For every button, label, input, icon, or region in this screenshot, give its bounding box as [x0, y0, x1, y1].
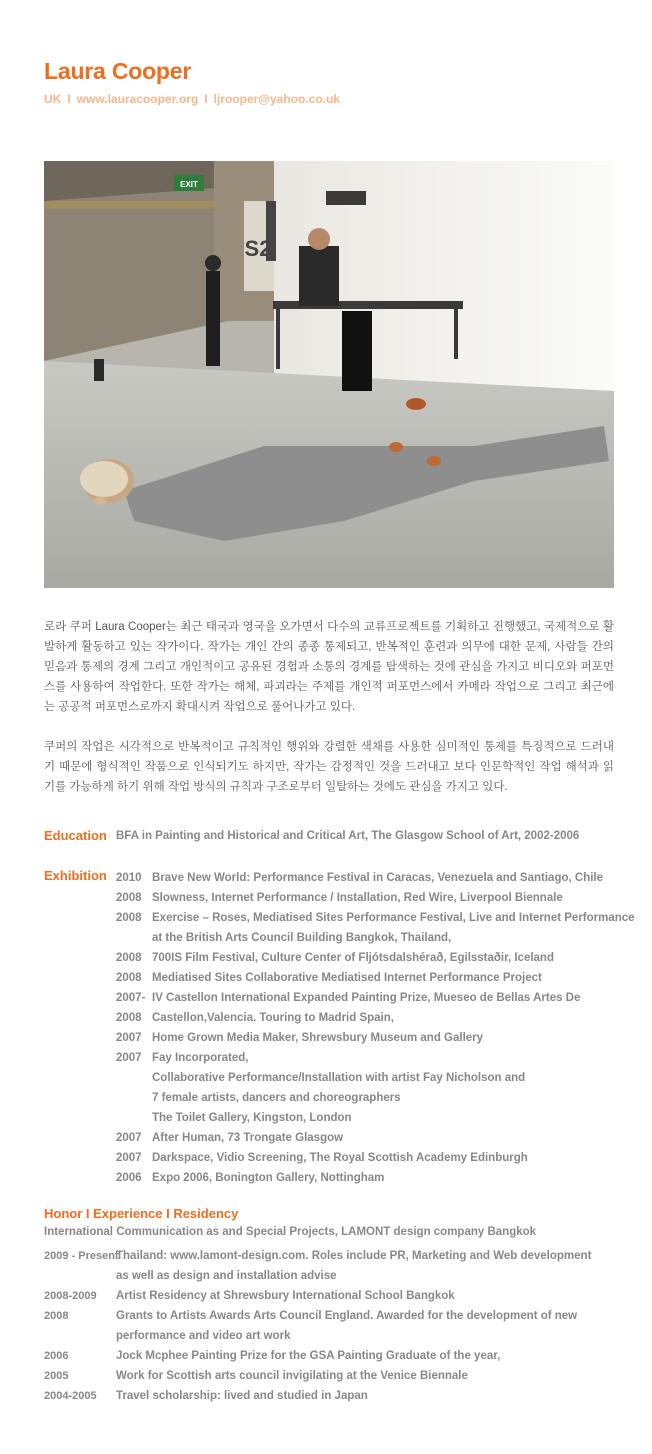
honor-list [44, 1246, 624, 1406]
item-text: at the British Arts Council Building Bangkok, Thailand, [152, 932, 452, 944]
list-item [116, 908, 635, 928]
list-item [116, 1128, 626, 1148]
list-item [116, 988, 626, 1008]
item-text: performance and video art work [116, 1330, 291, 1342]
artist-meta [44, 92, 340, 106]
list-item [116, 868, 626, 888]
item-text: as well as design and installation advise [116, 1270, 337, 1282]
item-year: 2007 [116, 1152, 142, 1164]
list-item [44, 1286, 624, 1306]
item-text: Darkspace, Vidio Screening, The Royal Scottish Academy Edinburgh [152, 1152, 528, 1164]
item-year: 2007 [116, 1032, 142, 1044]
item-text: After Human, 73 Trongate Glasgow [152, 1132, 344, 1144]
item-text: Fay Incorporated, [152, 1052, 249, 1064]
list-item [44, 1326, 624, 1346]
item-year: 2008 [116, 952, 142, 964]
item-year: 2006 [44, 1350, 69, 1362]
separator: I [204, 92, 208, 106]
separator: I [67, 92, 71, 106]
item-text: Travel scholarship: lived and studied in Japan [116, 1390, 368, 1402]
item-text: Grants to Artists Awards Arts Council England. Awarded for the development of new [116, 1310, 578, 1322]
item-year [116, 1088, 152, 1108]
item-text: Collaborative Performance/Installation with artist Fay Nicholson and [152, 1072, 526, 1084]
item-year: 2007 [116, 1132, 142, 1144]
website-link[interactable]: www.lauracooper.org [76, 92, 199, 106]
item-year: 2007 [116, 1052, 142, 1064]
list-item [44, 1266, 624, 1286]
item-year [116, 928, 152, 948]
item-text: Jock Mcphee Painting Prize for the GSA Painting Graduate of the year, [116, 1350, 501, 1362]
item-text: IV Castellon International Expanded Painting Prize, Mueseo de Bellas Artes De [152, 992, 581, 1004]
performance-photo [44, 161, 614, 588]
item-text: Home Grown Media Maker, Shrewsbury Museum and Gallery [152, 1032, 484, 1044]
list-item [116, 888, 626, 908]
item-text: Artist Residency at Shrewsbury International School Bangkok [116, 1290, 455, 1302]
list-item [44, 1386, 624, 1406]
item-text: Thailand: www.lamont-design.com. Roles include PR, Marketing and Web development [116, 1250, 592, 1262]
performance-photo-illustration [44, 161, 614, 588]
list-item [116, 968, 626, 988]
item-text: Work for Scottish arts council invigilating at the Venice Biennale [116, 1370, 468, 1382]
item-year: 2004-2005 [44, 1390, 97, 1402]
item-text: Expo 2006, Bonington Gallery, Nottingham [152, 1172, 385, 1184]
item-year: 2008 [116, 972, 142, 984]
list-item [116, 1168, 626, 1188]
item-text: Slowness, Internet Performance / Installation, Red Wire, Liverpool Biennale [152, 892, 563, 904]
list-item [44, 1246, 624, 1266]
item-year: 2008 [44, 1310, 69, 1322]
item-year: 2010 [116, 872, 142, 884]
item-text: Mediatised Sites Collaborative Mediatised Internet Performance Project [152, 972, 542, 984]
list-item [44, 1346, 624, 1366]
list-item [116, 1148, 626, 1168]
list-item [116, 1108, 626, 1128]
list-item [44, 1306, 624, 1326]
item-year: 2005 [44, 1370, 69, 1382]
honor-heading: Honor I Experience I Residency [44, 1206, 239, 1221]
artist-name: Laura Cooper [44, 58, 192, 84]
item-text: Exercise – Roses, Mediatised Sites Performance Festival, Live and Internet Performance [152, 912, 635, 924]
country: UK [44, 92, 62, 106]
item-year: 2008 [116, 892, 142, 904]
list-item [116, 1048, 626, 1068]
education-text: BFA in Painting and Historical and Critical Art, The Glasgow School of Art, 2002-2006 [116, 830, 580, 842]
item-text: 7 female artists, dancers and choreographers [152, 1092, 401, 1104]
item-year: 2008 [116, 1012, 142, 1024]
list-item [44, 1366, 624, 1386]
list-item [116, 1088, 626, 1108]
item-year: 2008-2009 [44, 1290, 97, 1302]
item-year: 2008 [116, 912, 142, 924]
artist-biography [44, 617, 614, 817]
item-text: 700IS Film Festival, Culture Center of Fljótsdalshérað, Egilsstaðir, Iceland [152, 952, 554, 964]
item-text: Castellon,Valencia. Touring to Madrid Spain, [152, 1012, 394, 1024]
bio-paragraph: 로라 쿠퍼 Laura Cooper는 최근 태국과 영국을 오가면서 다수의 교류프로젝트를 기획하고 진행했고, 국제적으로 활발하게 활동하고 있는 작가이다. 작가는 개인 간의 종종 통제되고, 반복적인 훈련과 의무에 대한 문제, 사람들 간의 믿음과 통제의 경계 그리고 개인적이고 공유된 경험과 소통의 경계를 탐색하는 것에 관심을 가지고 비디오와 퍼포먼스를 사용하여 작업한다. 또한 작가는 해체, 파괴라는 주제를 개인적 퍼포먼스에서 카메라 작업으로 그리고 최근에는 공공적 퍼포먼스로까지 확대시켜 작업으로 풀어나가고 있다. [44, 621, 614, 713]
item-year: 2006 [116, 1172, 142, 1184]
exit-sign-text: EXIT [180, 180, 198, 189]
list-item [116, 948, 626, 968]
item-year: 2007- [116, 992, 146, 1004]
item-year [44, 1326, 116, 1346]
list-item [116, 1008, 626, 1028]
item-text: The Toilet Gallery, Kingston, London [152, 1112, 352, 1124]
s2-sign-text: S2 [244, 236, 272, 261]
honor-lead-text: International Communication as and Special Projects, LAMONT design company Bangkok [44, 1226, 537, 1238]
education-heading: Education [44, 828, 107, 843]
item-year [44, 1266, 116, 1286]
item-year [116, 1068, 152, 1088]
exhibition-heading: Exhibition [44, 868, 107, 883]
email-link[interactable]: ljrooper@yahoo.co.uk [213, 92, 341, 106]
item-text: Brave New World: Performance Festival in Caracas, Venezuela and Santiago, Chile [152, 872, 603, 884]
list-item [116, 1028, 626, 1048]
bio-paragraph: 쿠퍼의 작업은 시각적으로 반복적이고 규칙적인 행위와 강렬한 색채를 사용한 심미적인 통제를 특징적으로 드러내기 때문에 형식적인 작품으로 인식되기도 하지만, 작가는 감정적인 것을 드러내고 보다 인문학적인 작업 해석과 읽기를 가능하게 하기 위해 작업 방식의 규칙과 구조로부터 일탈하는 것에도 관심을 가지고 있다. [44, 741, 614, 793]
list-item [116, 1068, 626, 1088]
list-item [116, 928, 626, 948]
exhibition-list [116, 868, 635, 1188]
item-year: 2009 - Present [44, 1250, 119, 1262]
item-year [116, 1108, 152, 1128]
